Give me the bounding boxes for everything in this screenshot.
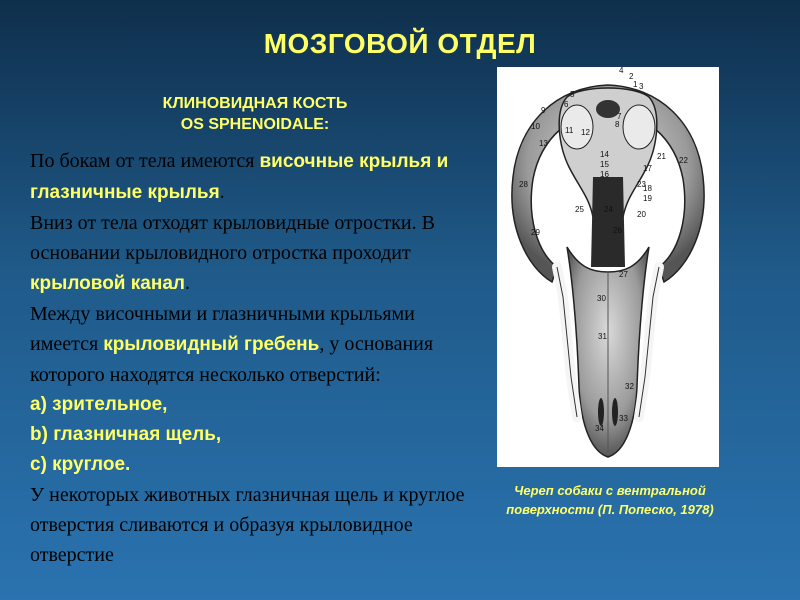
figure-number-label: 31 (598, 332, 607, 341)
skull-figure (497, 67, 719, 467)
highlight-pterygoid-canal: крыловой канал (30, 273, 185, 294)
list-item-orbital-fissure: b) глазничная щель, (30, 424, 222, 445)
figure-number-label: 13 (539, 139, 548, 148)
subtitle (100, 93, 410, 135)
figure-number-label: 10 (531, 122, 540, 131)
figure-number-label: 25 (575, 205, 584, 214)
figure-number-label: 9 (541, 106, 546, 115)
figure-number-label: 34 (595, 424, 604, 433)
figure-number-label: 8 (615, 120, 620, 129)
p1-end: . (219, 181, 225, 203)
paragraph-4: У некоторых животных глазничная щель и круглое отверстия сливаются и образуя крыловидное отверстие (30, 484, 465, 566)
figure-number-label: 29 (531, 228, 540, 237)
p2-text: Вниз от тела отходят крыловидные отростки. В основании крыловидного отростка проходит (30, 212, 435, 264)
figure-number-label: 19 (643, 194, 652, 203)
p3-end: , у основания которого находятся несколько отверстий: (30, 333, 434, 386)
figure-number-label: 30 (597, 294, 606, 303)
caption-line-2: поверхности (П. Попеско, 1978) (506, 502, 714, 517)
p3-text: Между височными и глазничными крыльями имеется (30, 303, 415, 355)
slide-title: МОЗГОВОЙ ОТДЕЛ (263, 28, 537, 59)
figure-number-label: 1 (633, 80, 638, 89)
figure-number-label: 14 (600, 150, 609, 159)
highlight-pterygoid-crest: крыловидный гребень (103, 334, 320, 355)
subtitle-line-2: OS SPHENOIDALE: (180, 116, 330, 133)
body-text (30, 146, 480, 570)
figure-number-label: 3 (639, 82, 644, 91)
list-item-round: c) круглое. (30, 454, 131, 475)
caption-line-1: Череп собаки с вентральной (514, 483, 706, 498)
figure-number-label: 20 (637, 210, 646, 219)
figure-number-label: 11 (565, 126, 574, 135)
paragraph-1 (30, 146, 480, 208)
p1-text: По бокам от тела имеются (30, 150, 260, 172)
figure-number-label: 27 (619, 270, 628, 279)
figure-number-label: 21 (657, 152, 666, 161)
figure-caption (470, 481, 750, 519)
figure-number-label: 24 (604, 205, 613, 214)
dog-skull-ventral-icon (497, 67, 719, 467)
figure-number-label: 12 (581, 128, 590, 137)
figure-number-label: 28 (519, 180, 528, 189)
figure-number-label: 33 (619, 414, 628, 423)
figure-number-label: 26 (613, 226, 622, 235)
figure-number-label: 16 (600, 170, 609, 179)
p2-end: . (184, 272, 190, 294)
figure-number-label: 22 (679, 156, 688, 165)
subtitle-line-1: КЛИНОВИДНАЯ КОСТЬ (162, 95, 348, 112)
figure-number-label: 15 (600, 160, 609, 169)
paragraph-3 (30, 299, 480, 390)
figure-number-label: 18 (643, 184, 652, 193)
figure-number-label: 7 (617, 112, 622, 121)
figure-number-label: 5 (570, 90, 575, 99)
figure-number-label: 23 (637, 180, 646, 189)
list-item-optic: a) зрительное, (30, 394, 168, 415)
figure-number-label: 17 (643, 164, 652, 173)
highlight-temporal-orbital-wings: височные крылья и глазничные крылья (30, 151, 449, 203)
paragraph-2 (30, 208, 480, 299)
figure-number-label: 6 (564, 100, 569, 109)
figure-number-label: 4 (619, 67, 624, 75)
figure-number-label: 32 (625, 382, 634, 391)
figure-number-label: 2 (629, 72, 634, 81)
